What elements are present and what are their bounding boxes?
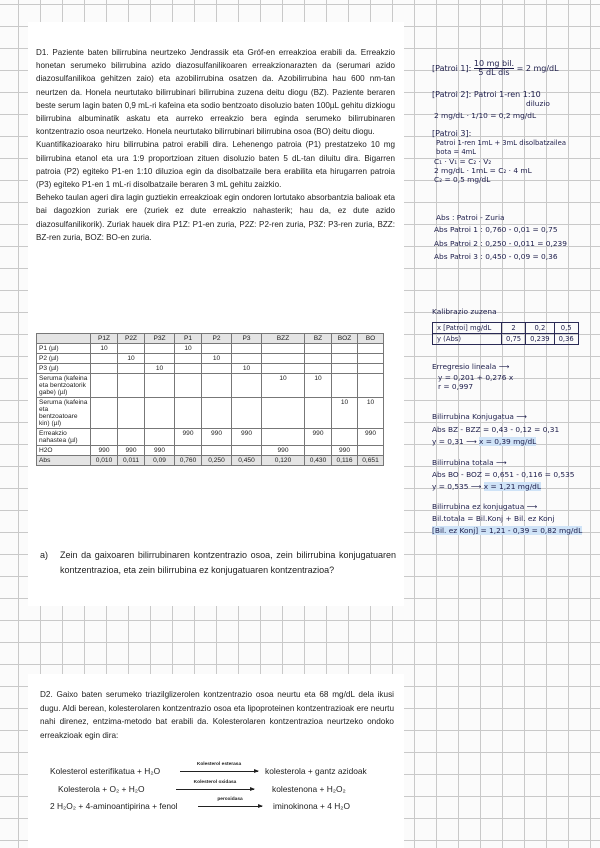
bilirubin-total-line-1: Abs BO - BOZ = 0,651 - 0,116 = 0,535 xyxy=(432,470,575,479)
table-cell xyxy=(145,429,175,446)
patroi-1-fraction xyxy=(474,60,514,77)
table-cell xyxy=(118,398,145,429)
table-header-cell: P1 xyxy=(175,334,202,344)
table-cell xyxy=(305,446,332,456)
bilirubin-total-result: x = 1,21 mg/dL xyxy=(483,482,541,491)
absorbance-cell: 0,010 xyxy=(91,456,118,466)
table-cell xyxy=(175,364,202,374)
table-cell: 990 xyxy=(305,429,332,446)
bilirubin-unconjugated-line-1: Bil.totala = Bil.Konj + Bil. ez Konj xyxy=(432,514,555,523)
table-header-cell: BOZ xyxy=(332,334,358,344)
table-cell xyxy=(305,364,332,374)
table-cell xyxy=(175,374,202,398)
table-cell xyxy=(262,398,305,429)
table-cell: 10 xyxy=(305,374,332,398)
table-row xyxy=(37,429,384,446)
reaction-3-right: iminokinona + 4 H₂O xyxy=(273,801,351,811)
table-cell xyxy=(175,446,202,456)
reaction-1-arrow xyxy=(180,771,258,772)
table-cell xyxy=(118,344,145,354)
table-cell xyxy=(118,429,145,446)
table-cell: 990 xyxy=(91,446,118,456)
absorbance-cell: 0,450 xyxy=(232,456,262,466)
table-cell xyxy=(305,354,332,364)
table-cell: 990 xyxy=(145,446,175,456)
table-cell xyxy=(332,354,358,364)
table-header-cell: BZZ xyxy=(262,334,305,344)
regression-equation: y = 0,201 + 0,276 x xyxy=(438,373,514,382)
patroi-3-line-2: 2 mg/dL · 1mL = C₂ · 4 mL xyxy=(434,166,532,175)
abs-patroi-2: Abs Patroi 2 : 0,250 - 0,011 = 0,239 xyxy=(434,239,567,248)
table-cell xyxy=(202,374,232,398)
calibration-table xyxy=(432,322,579,345)
reaction-2-left: Kolesterola + O₂ + H₂O xyxy=(58,784,145,794)
table-header-cell: P2 xyxy=(202,334,232,344)
absorbance-cell: 0,011 xyxy=(118,456,145,466)
bilirubin-total-title: Bilirrubina totala ⟶ xyxy=(432,458,507,467)
patroi-3-label: [Patroi 3]: xyxy=(432,129,472,138)
d1-paragraph-1: D1. Paziente baten bilirrubina neurtzeko Jendrassik eta Gróf-en erreakzioa erabili da. Erreakzio honetan serumeko bilirrubina azido diazosulfanilikoaren erreakzionarazten da (serumari azido diazosulfanilikoa gehitzen zaio) eta azobilirrubina osatzen da. Azobilirrubina hau 600 nm-tan neurtzen da. Honela neurtutako bilirrubinari bilirrubina zuzena deitu diogu (BZ). Paziente beraren beste serum lagin baten 0,9 mL-ri kafeina eta sodio bentzoato disoluzio baten 100µL gehitu dizkiogu bilirrubina albuminatik askatu eta aurreko erreakzio bera eginda serumeko bilirrubinaren kontzentrazio osoa neurtzeko. Honela neurtutako bilirrubinari bilirrubina osoa (BO) deitu diogu. xyxy=(36,48,395,137)
patroi-2-label: [Patroi 2]: xyxy=(432,90,472,99)
bilirubin-conjugated-y: y = 0,31 ⟶ xyxy=(432,437,477,446)
table-cell: 10 xyxy=(175,344,202,354)
table-cell xyxy=(358,364,384,374)
table-cell xyxy=(202,446,232,456)
reaction-3-enzyme: peroxidasa xyxy=(217,797,243,802)
absorbance-cell: 0,116 xyxy=(332,456,358,466)
patroi-3-line-1: C₁ · V₁ = C₂ · V₂ xyxy=(434,157,492,166)
table-cell: 10 xyxy=(232,364,262,374)
table-cell: 10 xyxy=(145,364,175,374)
table-cell xyxy=(202,398,232,429)
table-row-label: Seruma (kafeina eta bentzoatorik gabe) (µl) xyxy=(37,374,91,398)
calibration-x-1: 2 xyxy=(502,323,526,334)
abs-patroi-1: Abs Patroi 1 : 0,760 - 0,01 = 0,75 xyxy=(434,225,558,234)
calibration-title: Kalibrazio zuzena xyxy=(432,307,497,316)
table-header-cell: BO xyxy=(358,334,384,344)
calibration-y-1: 0,75 xyxy=(502,334,526,345)
table-cell xyxy=(91,354,118,364)
table-cell xyxy=(118,364,145,374)
reaction-1-left: Kolesterol esterifikatua + H₂O xyxy=(50,766,161,776)
patroi-2-calc: 2 mg/dL · 1/10 = 0,2 mg/dL xyxy=(434,111,537,120)
d2-statement: D2. Gaixo baten serumeko triazilglizerolen kontzentrazio osoa neurtu eta 68 mg/dL dela ikusi dugu. Aldi berean, kolesterolaren kontzentrazio osoa eta lipoproteinen kontzentrazioak ere neurtu nahi direnez, entzima-metodo bat erabili da. Kolesterolaren kontzentrazioa neurtzeko ondoko erreakzioak egin dira: xyxy=(40,690,394,740)
table-row xyxy=(37,354,384,364)
table-cell xyxy=(91,398,118,429)
reaction-2-enzyme: Kolesterol oxidasa xyxy=(193,780,237,785)
absorbance-cell: 0,09 xyxy=(145,456,175,466)
table-cell xyxy=(175,398,202,429)
table-cell xyxy=(175,354,202,364)
table-cell xyxy=(232,344,262,354)
absorbance-cell: 0,120 xyxy=(262,456,305,466)
table-cell xyxy=(145,344,175,354)
note-patroi-3 xyxy=(432,129,471,138)
patroi-1-result: = 2 mg/dL xyxy=(516,64,559,73)
table-cell xyxy=(358,374,384,398)
reaction-1-right: kolesterola + gantz azidoak xyxy=(265,766,367,776)
table-row-label: P3 (µl) xyxy=(37,364,91,374)
table-cell xyxy=(202,344,232,354)
table-cell xyxy=(91,374,118,398)
table-cell xyxy=(332,429,358,446)
table-cell xyxy=(358,354,384,364)
calibration-row-y xyxy=(433,334,579,345)
question-a-text: Zein da gaixoaren bilirrubinaren kontzentrazio osoa, zein bilirrubina konjugatuaren kontzentrazioa, eta zein bilirrubina ez konjugatuaren kontzentrazioa? xyxy=(60,550,396,576)
bilirubin-conjugated-title: Bilirrubina Konjugatua ⟶ xyxy=(432,412,527,421)
table-cell: 990 xyxy=(262,446,305,456)
table-row xyxy=(37,446,384,456)
table-cell: 10 xyxy=(262,374,305,398)
patroi-2-text: Patroi 1-ren 1:10 xyxy=(473,90,541,99)
table-cell: 990 xyxy=(202,429,232,446)
table-cell xyxy=(262,354,305,364)
d1-paragraph-3: Beheko taulan ageri dira lagin guztiekin erreakzioak egin ondoren lortutako absorbantzia balioak eta bai dagozkion zuriak ere (zuriek ez dute erreakzio nahasterik; hau da, ez dute azido diazosulfanilikorik). Zuriak hauek dira P1Z: P1-en zuria, P2Z: P2-ren zuria, P3Z: P3-ren zuria, BZZ: BZ-ren zuria, BOZ: BO-en zuria. xyxy=(36,193,395,242)
table-row-label: Seruma (kafeina eta bentzoatoare kin) (µl) xyxy=(37,398,91,429)
table-cell: 990 xyxy=(175,429,202,446)
table-cell: 990 xyxy=(118,446,145,456)
question-a-label: a) xyxy=(40,550,49,560)
abs-patroi-3: Abs Patroi 3 : 0,450 - 0,09 = 0,36 xyxy=(434,252,558,261)
table-cell: 10 xyxy=(332,398,358,429)
calibration-y-3: 0,36 xyxy=(554,334,578,345)
table-header-cell: BZ xyxy=(305,334,332,344)
table-cell: 10 xyxy=(91,344,118,354)
table-cell xyxy=(145,398,175,429)
table-cell xyxy=(145,354,175,364)
table-row xyxy=(37,374,384,398)
patroi-3-text: Patroi 1-ren 1mL + 3mL disolbatzailea bota = 4mL xyxy=(436,139,566,156)
table-cell xyxy=(145,374,175,398)
table-cell xyxy=(332,374,358,398)
bilirubin-conjugated-result: x = 0,39 mg/dL xyxy=(479,437,537,446)
bilirubin-total-y: y = 0,535 ⟶ xyxy=(432,482,482,491)
bilirubin-unconjugated-title: Bilirrubina ez konjugatua ⟶ xyxy=(432,502,538,511)
bilirubin-unconjugated-result: [Bil. ez Konj] = 1,21 - 0,39 = 0,82 mg/dL xyxy=(432,526,583,535)
table-row-label: P2 (µl) xyxy=(37,354,91,364)
reaction-2-arrow xyxy=(176,789,254,790)
absorbance-cell: 0,250 xyxy=(202,456,232,466)
absorbance-cell: 0,760 xyxy=(175,456,202,466)
table-cell xyxy=(262,364,305,374)
table-header-cell: P3 xyxy=(232,334,262,344)
patroi-1-label: [Patroi 1]: xyxy=(432,64,472,73)
patroi-1-denominator: 5 dL dis xyxy=(478,68,510,77)
patroi-2-sub: diluzio xyxy=(526,99,550,108)
table-cell xyxy=(262,344,305,354)
table-header-cell: P2Z xyxy=(118,334,145,344)
table-cell: 10 xyxy=(118,354,145,364)
table-row-label: P1 (µl) xyxy=(37,344,91,354)
table-cell xyxy=(332,364,358,374)
absorbance-row xyxy=(37,456,384,466)
d1-paragraph-2: Kuantifikazioarako hiru bilirrubina patroi erabili dira. Lehenengo patroia (P1) prestatzeko 10 mg bilirrubina etanol eta ura 1:9 proportzioan zituen disoluzio baten 5 dL-tan diluitu dira. Bigarren patroia (P2) egiteko P1-en 1:10 diluzioa egin da disolbatzaile bera erabilita eta hirugarren patroia (P3) egiteko P1-en 1 mL-ri disolbatzaile beraren 3 mL gehitu zaizkio. xyxy=(36,140,395,190)
calibration-row-x xyxy=(433,323,579,334)
bilirubin-total-line-2 xyxy=(432,482,541,491)
regression-title: Erregresio lineala ⟶ xyxy=(432,362,510,371)
patroi-1-numerator: 10 mg bil. xyxy=(473,59,515,68)
regression-r: r = 0,997 xyxy=(438,382,474,391)
table-cell: 990 xyxy=(232,429,262,446)
abs-title: Abs : Patroi - Zuria xyxy=(436,213,505,222)
table-header-cell: P3Z xyxy=(145,334,175,344)
bilirubin-conjugated-line-1: Abs BZ - BZZ = 0,43 - 0,12 = 0,31 xyxy=(432,425,560,434)
table-cell xyxy=(232,398,262,429)
table-cell xyxy=(202,364,232,374)
table-cell xyxy=(358,446,384,456)
reaction-1-enzyme: Kolesterol esterasa xyxy=(196,762,242,767)
calibration-y-label: y (Abs) xyxy=(433,334,502,345)
table-row xyxy=(37,364,384,374)
table-header-cell xyxy=(37,334,91,344)
table-cell xyxy=(232,446,262,456)
table-cell: 10 xyxy=(202,354,232,364)
table-row-label: Erreakzio nahastea (µl) xyxy=(37,429,91,446)
calibration-x-label: x [Patroi] mg/dL xyxy=(433,323,502,334)
table-cell: 990 xyxy=(332,446,358,456)
calibration-x-3: 0,5 xyxy=(554,323,578,334)
reaction-3-left: 2 H₂O₂ + 4-aminoantipirina + fenol xyxy=(50,801,178,811)
absorbance-row-label: Abs xyxy=(37,456,91,466)
table-header-cell: P1Z xyxy=(91,334,118,344)
table-cell xyxy=(91,429,118,446)
table-cell: 10 xyxy=(358,398,384,429)
table-row xyxy=(37,398,384,429)
table-cell xyxy=(305,398,332,429)
note-patroi-1 xyxy=(432,60,559,77)
table-cell xyxy=(262,429,305,446)
table-header-row xyxy=(37,334,384,344)
table-cell xyxy=(232,354,262,364)
calibration-x-2: 0,2 xyxy=(526,323,554,334)
reaction-2-right: kolestenona + H₂O₂ xyxy=(272,784,346,794)
absorbance-table xyxy=(36,333,384,466)
table-cell xyxy=(332,344,358,354)
table-row xyxy=(37,344,384,354)
question-a xyxy=(40,548,396,578)
table-cell xyxy=(305,344,332,354)
calibration-y-2: 0,239 xyxy=(526,334,554,345)
d1-statement xyxy=(36,46,395,244)
absorbance-cell: 0,430 xyxy=(305,456,332,466)
table-cell xyxy=(118,374,145,398)
reaction-3-arrow xyxy=(198,806,262,807)
absorbance-cell: 0,651 xyxy=(358,456,384,466)
table-cell xyxy=(91,364,118,374)
patroi-3-line-3: C₂ = 0,5 mg/dL xyxy=(434,175,491,184)
bilirubin-conjugated-line-2 xyxy=(432,437,536,446)
table-cell xyxy=(232,374,262,398)
note-patroi-2 xyxy=(432,90,541,99)
table-cell xyxy=(358,344,384,354)
table-cell: 990 xyxy=(358,429,384,446)
table-row-label: H2O xyxy=(37,446,91,456)
